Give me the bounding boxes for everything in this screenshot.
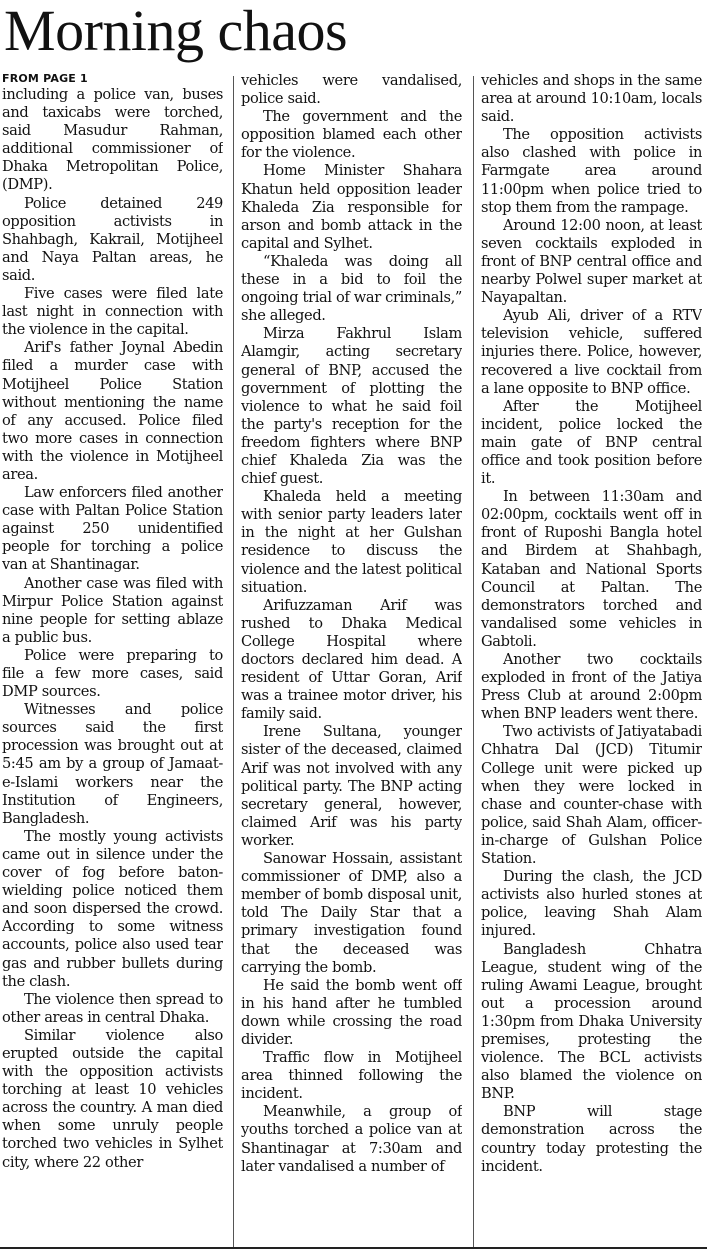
paragraph: Witnesses and police sources said the first procession was brought out at 5:45 am by a group of Jamaat-e-Islami workers near the Institution of Engineers, Bangladesh.	[2, 701, 223, 827]
paragraph: Sanowar Hossain, assistant commissioner of DMP, also a member of bomb disposal unit, told The Daily Star that a primary investigation found that the deceased was carrying the bomb.	[241, 850, 462, 976]
paragraph: The government and the opposition blamed each other for the violence.	[241, 108, 462, 162]
headline: Morning chaos	[4, 0, 348, 63]
paragraph: Arifuzzaman Arif was rushed to Dhaka Medical College Hospital where doctors declared him dead. A resident of Uttar Goran, Arif was a trainee motor driver, his family said.	[241, 596, 462, 723]
paragraph: Ayub Ali, driver of a RTV television vehicle, suffered injuries there. Police, however, recovered a live cocktail from a lane opposite to BNP office.	[481, 307, 702, 397]
paragraph: Five cases were filed late last night in connection with the violence in the capital.	[2, 285, 223, 339]
paragraph: The violence then spread to other areas in central Dhaka.	[2, 990, 223, 1026]
paragraph: He said the bomb went off in his hand after he tumbled down while crossing the road divider.	[241, 976, 462, 1048]
paragraph: In between 11:30am and 02:00pm, cocktails went off in front of Ruposhi Bangla hotel and Birdem at Shahbagh, Kataban and National Sports Council at Paltan. The demonstrators torched and vandalised some vehicles in Gabtoli.	[481, 488, 702, 650]
paragraph: Two activists of Jatiyatabadi Chhatra Dal (JCD) Titumir College unit were picked up when they were locked in chase and counter-chase with police, said Shah Alam, officer-in-charge of Gulshan Police Station.	[481, 723, 702, 868]
paragraph: vehicles and shops in the same area at around 10:10am, locals said.	[481, 72, 702, 126]
paragraph: Arif's father Joynal Abedin filed a murder case with Motijheel Police Station without mentioning the name of any accused. Police filed two more cases in connection with the violence in Motijheel area.	[2, 339, 223, 483]
paragraph: Another two cocktails exploded in front of the Jatiya Press Club at around 2:00pm when BNP leaders went there.	[481, 651, 702, 723]
paragraph: Around 12:00 noon, at least seven cocktails exploded in front of BNP central office and nearby Polwel super market at Nayapaltan.	[481, 216, 702, 307]
jump-label: FROM PAGE 1	[2, 72, 88, 85]
article-column-2	[241, 72, 462, 1248]
bottom-rule	[0, 1247, 707, 1249]
paragraph: Traffic flow in Motijheel area thinned following the incident.	[241, 1049, 462, 1103]
paragraph: vehicles were vandalised, police said.	[241, 72, 462, 108]
paragraph: “Khaleda was doing all these in a bid to foil the ongoing trial of war criminals,” she alleged.	[241, 252, 462, 325]
paragraph: Bangladesh Chhatra League, student wing of the ruling Awami League, brought out a procession around 1:30pm from Dhaka University premises, protesting the violence. The BCL activists also blamed the violence on BNP.	[481, 940, 702, 1103]
column-divider	[233, 76, 234, 1248]
paragraph: Home Minister Shahara Khatun held opposition leader Khaleda Zia responsible for arson and bomb attack in the capital and Sylhet.	[241, 162, 462, 252]
paragraph: Police were preparing to file a few more cases, said DMP sources.	[2, 646, 223, 701]
paragraph: The mostly young activists came out in silence under the cover of fog before baton-wielding police noticed them and soon dispersed the crowd. According to some witness accounts, police also used tear gas and rubber bullets during the clash.	[2, 827, 223, 990]
paragraph: BNP will stage demonstration across the country today protesting the incident.	[481, 1103, 702, 1175]
paragraph: The opposition activists also clashed with police in Farmgate area around 11:00pm when police tried to stop them from the rampage.	[481, 126, 702, 216]
paragraph: Irene Sultana, younger sister of the deceased, claimed Arif was not involved with any political party. The BNP acting secretary general, however, claimed Arif was his party worker.	[241, 723, 462, 849]
paragraph: Police detained 249 opposition activists in Shahbagh, Kakrail, Motijheel and Naya Paltan areas, he said.	[2, 194, 223, 284]
paragraph: Meanwhile, a group of youths torched a police van at Shantinagar at 7:30am and later vandalised a number of	[241, 1103, 462, 1175]
article-column-1	[2, 72, 223, 1248]
column-divider	[473, 76, 474, 1248]
paragraph: including a police van, buses and taxicabs were torched, said Masudur Rahman, additional commissioner of Dhaka Metropolitan Police, (DMP).	[2, 86, 223, 194]
paragraph: After the Motijheel incident, police locked the main gate of BNP central office and took position before it.	[481, 397, 702, 488]
paragraph: During the clash, the JCD activists also hurled stones at police, leaving Shah Alam injured.	[481, 868, 702, 940]
paragraph: Khaleda held a meeting with senior party leaders later in the night at her Gulshan residence to discuss the violence and the latest political situation.	[241, 488, 462, 596]
paragraph: Law enforcers filed another case with Paltan Police Station against 250 unidentified people for torching a police van at Shantinagar.	[2, 484, 223, 574]
paragraph: Mirza Fakhrul Islam Alamgir, acting secretary general of BNP, accused the government of plotting the violence to what he said foil the party's reception for the freedom fighters where BNP chief Khaleda Zia was the chief guest.	[241, 325, 462, 488]
article-column-3	[481, 72, 702, 1248]
paragraph: Similar violence also erupted outside the capital with the opposition activists torching at least 10 vehicles across the country. A man died when some unruly people torched two vehicles in Sylhet city, where 22 other	[2, 1026, 223, 1171]
paragraph: Another case was filed with Mirpur Police Station against nine people for setting ablaze a public bus.	[2, 574, 223, 646]
